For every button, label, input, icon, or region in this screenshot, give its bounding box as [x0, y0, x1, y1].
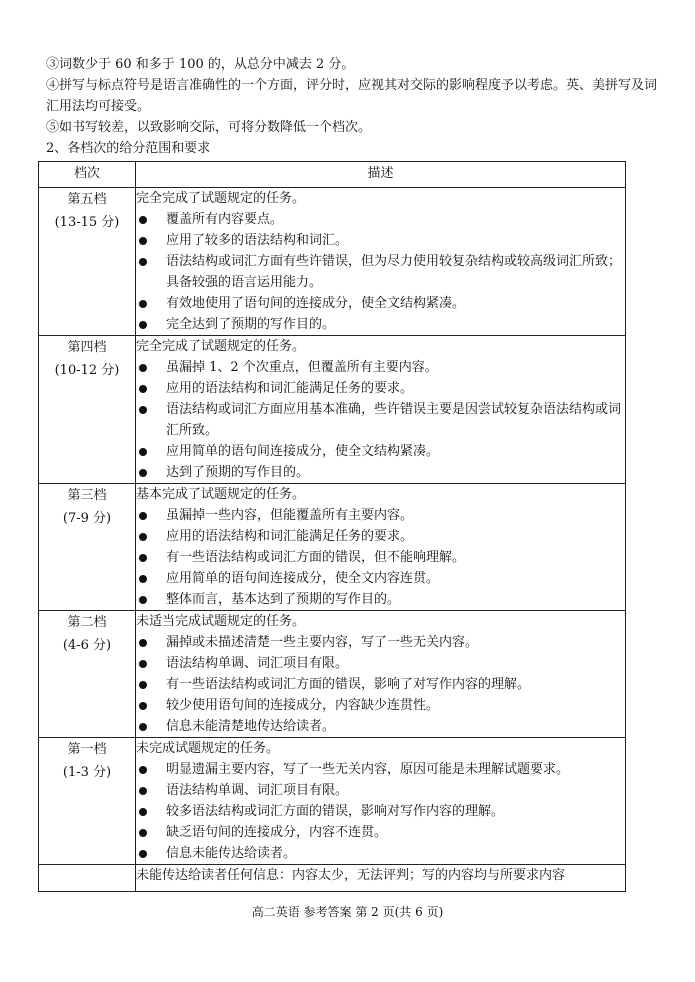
- list-item: 较少使用语句间的连接成分，内容缺少连贯性。: [136, 695, 625, 716]
- list-item: 有一些语法结构或词汇方面的错误，但不能响理解。: [136, 547, 625, 568]
- description-cell: [136, 738, 626, 865]
- table-row: [39, 738, 626, 865]
- level-name: 第四档: [67, 340, 107, 355]
- level-range: (13-15 分): [54, 215, 120, 230]
- list-item: 达到了预期的写作目的。: [136, 462, 625, 483]
- criteria-list: [136, 505, 625, 610]
- list-item: 整体而言，基本达到了预期的写作目的。: [136, 589, 625, 610]
- level-name: 第一档: [67, 742, 107, 757]
- note-3: ③词数少于 60 和多于 100 的，从总分中减去 2 分。: [46, 57, 355, 72]
- list-item: 有一些语法结构或词汇方面的错误，影响了对写作内容的理解。: [136, 674, 625, 695]
- table-row: [39, 336, 626, 484]
- level-range: (10-12 分): [54, 363, 120, 378]
- list-item: 语法结构或词汇方面有些许错误，但为尽力使用较复杂结构或较高级词汇所致；具备较强的语言运用能力。: [136, 251, 625, 293]
- level-cell: [39, 336, 136, 484]
- level-cell: [39, 484, 136, 611]
- description-cell: [136, 188, 626, 336]
- list-item: 语法结构单调、词汇项目有限。: [136, 780, 625, 801]
- list-item: 应用简单的语句间连接成分，使全文结构紧凑。: [136, 441, 625, 462]
- criteria-list: [136, 632, 625, 737]
- level-cell: [39, 611, 136, 738]
- scoring-table: [38, 161, 626, 892]
- criteria-list: [136, 209, 625, 335]
- table-row: [39, 865, 626, 892]
- level-range: (4-6 分): [62, 638, 112, 653]
- description-lead: 未适当完成试题规定的任务。: [136, 614, 306, 629]
- description-lead: 完全完成了试题规定的任务。: [136, 191, 306, 206]
- note-5: ⑤如书写较差，以致影响交际，可将分数降低一个档次。: [46, 120, 372, 135]
- list-item: 覆盖所有内容要点。: [136, 209, 625, 230]
- description-lead: 基本完成了试题规定的任务。: [136, 487, 306, 502]
- table-row: [39, 484, 626, 611]
- list-item: 明显遗漏主要内容，写了一些无关内容，原因可能是未理解试题要求。: [136, 759, 625, 780]
- criteria-list: [136, 759, 625, 864]
- list-item: 信息未能清楚地传达给读者。: [136, 716, 625, 737]
- level-cell-empty: [39, 865, 136, 892]
- level-cell: [39, 188, 136, 336]
- level-name: 第五档: [67, 192, 107, 207]
- description-lead: 未能传达给读者任何信息：内容太少，无法评判；写的内容均与所要求内容: [136, 868, 566, 883]
- table-row: [39, 188, 626, 336]
- level-cell: [39, 738, 136, 865]
- description-cell: [136, 484, 626, 611]
- list-item: 漏掉或未描述清楚一些主要内容，写了一些无关内容。: [136, 632, 625, 653]
- list-item: 虽漏掉一些内容，但能覆盖所有主要内容。: [136, 505, 625, 526]
- level-range: (7-9 分): [62, 511, 112, 526]
- description-lead: 未完成试题规定的任务。: [136, 741, 280, 756]
- list-item: 完全达到了预期的写作目的。: [136, 314, 625, 335]
- note-4: ④拼写与标点符号是语言准确性的一个方面，评分时，应视其对交际的影响程度予以考虑。英、美拼写及词汇用法均可接受。: [46, 78, 658, 114]
- list-item: 语法结构或词汇方面应用基本准确，些许错误主要是因尝试较复杂语法结构或词汇所致。: [136, 399, 625, 441]
- list-item: 缺乏语句间的连接成分，内容不连贯。: [136, 822, 625, 843]
- intro-notes: [46, 54, 658, 159]
- level-name: 第二档: [67, 615, 107, 630]
- level-range: (1-3 分): [62, 765, 112, 780]
- section-heading: 2、各档次的给分范围和要求: [46, 141, 211, 156]
- list-item: 应用了较多的语法结构和词汇。: [136, 230, 625, 251]
- header-description: 描述: [136, 162, 626, 188]
- list-item: 有效地使用了语句间的连接成分，使全文结构紧凑。: [136, 293, 625, 314]
- criteria-list: [136, 357, 625, 483]
- list-item: 语法结构单调、词汇项目有限。: [136, 653, 625, 674]
- header-level: 档次: [39, 162, 136, 188]
- description-cell: [136, 336, 626, 484]
- list-item: 应用的语法结构和词汇能满足任务的要求。: [136, 378, 625, 399]
- list-item: 信息未能传达给读者。: [136, 843, 625, 864]
- list-item: 应用的语法结构和词汇能满足任务的要求。: [136, 526, 625, 547]
- table-header-row: [39, 162, 626, 188]
- description-lead: 完全完成了试题规定的任务。: [136, 339, 306, 354]
- table-row: [39, 611, 626, 738]
- list-item: 较多语法结构或词汇方面的错误，影响对写作内容的理解。: [136, 801, 625, 822]
- description-cell: [136, 865, 626, 892]
- description-cell: [136, 611, 626, 738]
- list-item: 虽漏掉 1、2 个次重点，但覆盖所有主要内容。: [136, 357, 625, 378]
- level-name: 第三档: [67, 488, 107, 503]
- page-footer: 高二英语 参考答案 第 2 页(共 6 页): [251, 905, 444, 919]
- list-item: 应用简单的语句间连接成分，使全文内容连贯。: [136, 568, 625, 589]
